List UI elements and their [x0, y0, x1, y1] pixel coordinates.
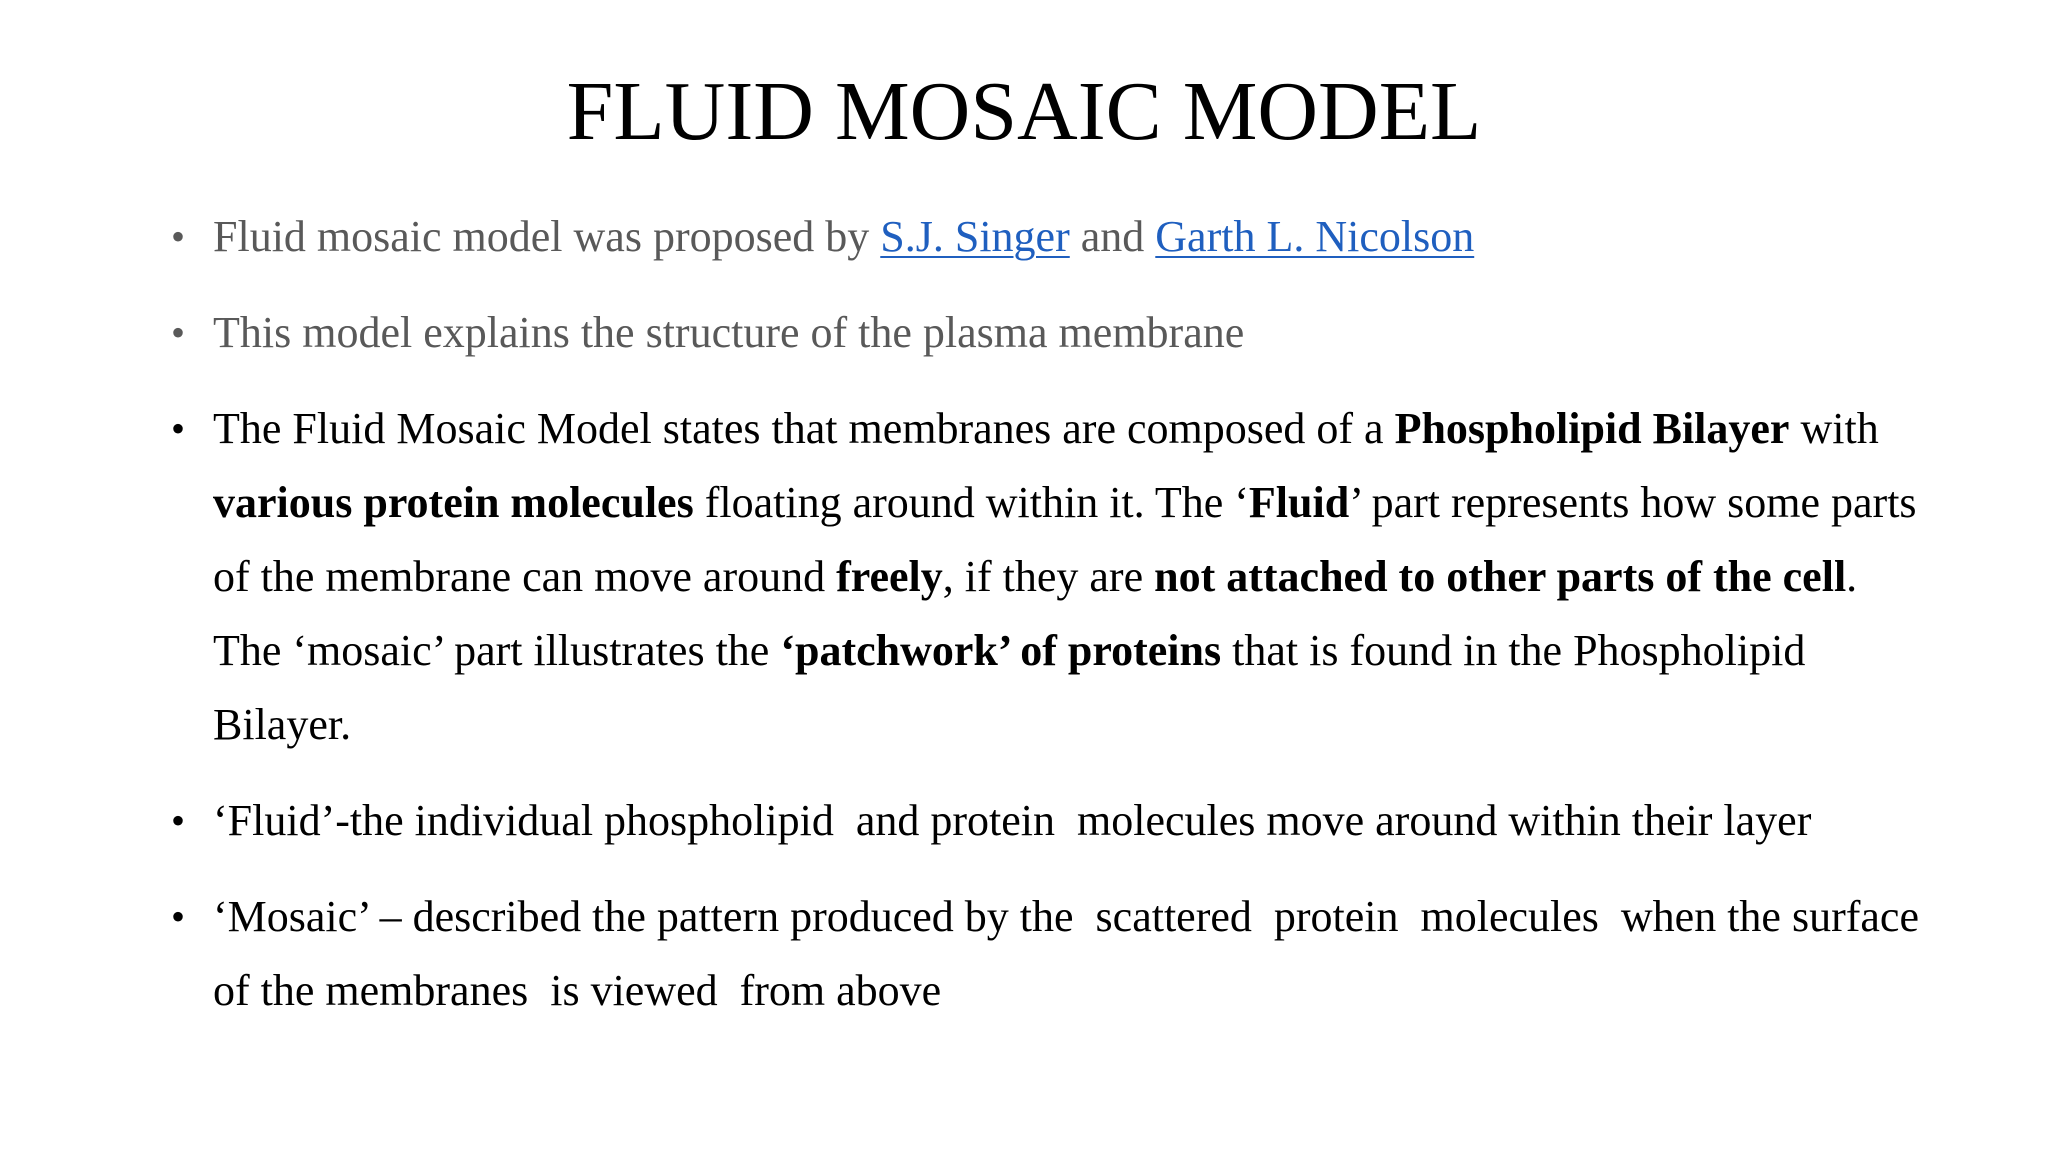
- bullet-text: floating around within it. The ‘: [693, 478, 1249, 527]
- bold-patchwork: ‘patchwork’ of proteins: [780, 626, 1222, 675]
- bullet-text: Fluid mosaic model was proposed by: [213, 212, 881, 261]
- bold-not-attached: not attached to other parts of the cell: [1154, 552, 1847, 601]
- bullet-definition: [171, 392, 1931, 762]
- bullet-text: ‘Fluid’-the individual phospholipid and protein molecules move around within their layer: [213, 796, 1812, 845]
- bullet-proposed-by: [171, 200, 1931, 274]
- bullet-text: This model explains the structure of the plasma membrane: [213, 308, 1245, 357]
- bold-phospholipid-bilayer: Phospholipid Bilayer: [1394, 404, 1790, 453]
- bold-freely: freely: [836, 552, 943, 601]
- bullet-list: [171, 200, 1941, 1050]
- bullet-text: The Fluid Mosaic Model states that membranes are composed of a: [213, 404, 1395, 453]
- bullet-text: . The ‘mosaic’ part illustrates the: [213, 552, 1858, 675]
- link-singer[interactable]: S.J. Singer: [880, 212, 1070, 261]
- bullet-text: , if they are: [942, 552, 1155, 601]
- bullet-text: with: [1789, 404, 1879, 453]
- bullet-mosaic: [171, 880, 1941, 1028]
- link-nicolson[interactable]: Garth L. Nicolson: [1155, 212, 1475, 261]
- bold-protein-molecules: various protein molecules: [213, 478, 694, 527]
- bullet-dot-icon: •: [171, 798, 186, 843]
- bullet-dot-icon: •: [171, 310, 186, 355]
- bullet-text: and: [1069, 212, 1156, 261]
- bold-fluid: Fluid: [1248, 478, 1350, 527]
- bullet-dot-icon: •: [171, 406, 186, 451]
- bullet-fluid: [171, 784, 1931, 858]
- slide-title: FLUID MOSAIC MODEL: [566, 65, 1482, 158]
- bullet-text: that is found in the Phospholipid Bilayer.: [213, 626, 1806, 749]
- bullet-text: ‘Mosaic’ – described the pattern produced by the scattered protein molecules when the surface of the membranes is viewed from above: [213, 892, 1941, 1015]
- bullet-dot-icon: •: [171, 894, 186, 939]
- bullet-dot-icon: •: [171, 214, 186, 259]
- bullet-structure: [171, 296, 1931, 370]
- bullet-text: ’ part represents how some parts of the membrane can move around: [213, 478, 1917, 601]
